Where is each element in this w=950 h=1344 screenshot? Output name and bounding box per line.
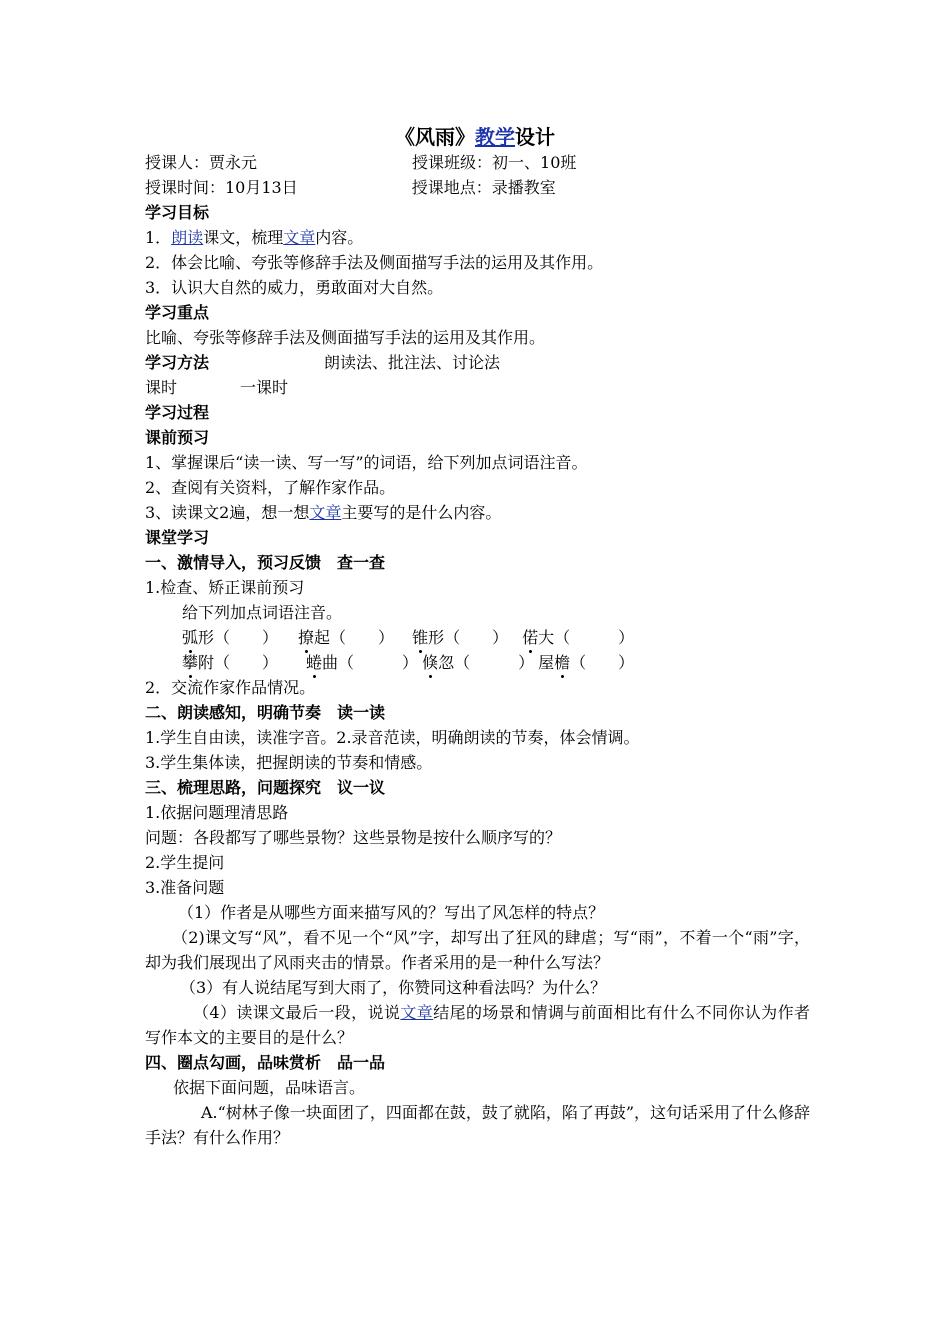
pinyin-item — [522, 628, 634, 647]
document-title — [0, 122, 950, 152]
period-row — [145, 375, 810, 400]
pinyin-blank: 形（ ） — [198, 628, 279, 647]
question-3: （3）有人说结尾写到大雨了，你赞同这种看法吗？为什么？ — [180, 978, 607, 997]
section-4-line-1: 依据下面问题，品味语言。 — [173, 1078, 366, 1097]
pinyin-item — [182, 628, 278, 647]
classroom-heading: 课堂学习 — [145, 528, 210, 547]
pinyin-blank: 附（ ） — [198, 653, 279, 672]
section-3-line-1: 1.依据问题理清思路 — [145, 803, 289, 822]
section-1-line-1: 1.检查、矫正课前预习 — [145, 578, 305, 597]
dotted-char: 檐 — [554, 650, 570, 675]
preview-3-prefix: 3、读课文2遍，想一想 — [145, 503, 310, 522]
method-heading: 学习方法 — [145, 353, 210, 372]
question-4 — [145, 1000, 810, 1050]
dotted-char: 蜷 — [306, 650, 322, 675]
dotted-char: 攀 — [182, 650, 198, 675]
question-2: （2)课文写“风”，看不见一个“风”字，却写出了狂风的肆虐；写“雨”，不着一个“雨”字，却为我们展现出了风雨夹击的情景。作者采用的是一种什么写法？ — [145, 928, 810, 972]
goals-heading: 学习目标 — [145, 203, 210, 222]
method-text: 朗读法、批注法、讨论法 — [324, 353, 501, 372]
period-label: 课时 — [145, 378, 178, 397]
preview-heading: 课前预习 — [145, 428, 210, 447]
section-3-line-2: 问题：各段都写了哪些景物？这些景物是按什么顺序写的？ — [145, 828, 562, 847]
preview-3 — [145, 500, 810, 525]
goal-1-mid: 课文，梳理 — [203, 228, 284, 247]
info-row-1 — [145, 150, 810, 175]
pinyin-blank: 形（ ） — [428, 628, 509, 647]
link-reading-aloud[interactable]: 朗读 — [171, 228, 204, 247]
preview-1: 1、掌握课后“读一读、写一写”的词语，给下列加点词语注音。 — [145, 453, 588, 472]
section-4-heading: 四、圈点勾画，品味赏析 品一品 — [145, 1053, 386, 1072]
pinyin-blank: 起（ ） — [314, 628, 395, 647]
section-2-heading: 二、朗读感知，明确节奏 读一读 — [145, 703, 386, 722]
pinyin-item — [182, 653, 278, 672]
info-row-2 — [145, 175, 810, 200]
question-1: （1）作者是从哪些方面来描写风的？写出了风怎样的特点？ — [178, 903, 605, 922]
dotted-char: 撩 — [298, 625, 314, 650]
pinyin-blank: 忽（ ） — [438, 653, 535, 672]
link-article-2[interactable]: 文章 — [309, 503, 342, 522]
pinyin-item — [412, 628, 508, 647]
section-3-heading: 三、梳理思路，问题探究 议一议 — [145, 778, 386, 797]
title-suffix: 设计 — [515, 125, 555, 149]
dotted-char: 锥 — [412, 625, 428, 650]
title-text: 《风雨》 — [395, 125, 475, 149]
goal-3: 3．认识大自然的威力，勇敢面对大自然。 — [145, 278, 444, 297]
link-article[interactable]: 文章 — [283, 228, 316, 247]
question-4-prefix: （4）读课文最后一段，说说 — [193, 1003, 401, 1022]
method-row — [145, 350, 810, 375]
preview-2: 2、查阅有关资料，了解作家作品。 — [145, 478, 396, 497]
title-link-teaching[interactable]: 教学 — [475, 125, 515, 149]
pinyin-item — [422, 653, 534, 672]
section-1-line-2: 给下列加点词语注音。 — [182, 603, 343, 622]
section-2-line-1: 1.学生自由读，读准字音。2.录音范读，明确朗读的节奏，体会情调。 — [145, 728, 640, 747]
section-1-heading: 一、激情导入，预习反馈 查一查 — [145, 553, 386, 572]
goal-1-suffix: 内容。 — [315, 228, 364, 247]
dotted-char: 弧 — [182, 625, 198, 650]
section-1-line-3: 2．交流作家作品情况。 — [145, 678, 316, 697]
time-info: 授课时间：10月13日 — [145, 178, 298, 197]
pinyin-blank: 大（ ） — [538, 628, 635, 647]
document-body — [145, 150, 810, 1150]
goal-1-prefix: 1． — [145, 228, 172, 247]
section-4-line-2: A.“树林子像一块面团了，四面都在鼓，鼓了就陷，陷了再鼓”，这句话采用了什么修辞手法？有什么作用？ — [145, 1103, 811, 1147]
pinyin-row-2 — [145, 650, 810, 675]
plain-char: 屋 — [538, 653, 555, 672]
preview-3-suffix: 主要写的是什么内容。 — [341, 503, 502, 522]
focus-text: 比喻、夸张等修辞手法及侧面描写手法的运用及其作用。 — [145, 328, 546, 347]
pinyin-item — [298, 628, 394, 647]
dotted-char: 偌 — [522, 625, 538, 650]
section-2-line-2: 3.学生集体读，把握朗读的节奏和情感。 — [145, 753, 433, 772]
goal-1 — [145, 225, 810, 250]
pinyin-blank: （ ） — [570, 653, 635, 672]
section-3-line-4: 3.准备问题 — [145, 878, 225, 897]
pinyin-row-1 — [145, 625, 810, 650]
link-article-3[interactable]: 文章 — [400, 1003, 434, 1022]
pinyin-item — [306, 653, 418, 672]
section-3-line-3: 2.学生提问 — [145, 853, 225, 872]
pinyin-item — [538, 653, 634, 672]
teacher-info: 授课人：贾永元 — [145, 153, 258, 172]
place-info: 授课地点：录播教室 — [411, 178, 556, 197]
class-info: 授课班级：初一、10班 — [412, 153, 577, 172]
question-4-suffix: 结尾的场景和情调与前面相比有什么不同你认为作者写作本文的主要目的是什么？ — [145, 1003, 810, 1047]
period-value: 一课时 — [240, 378, 289, 397]
pinyin-blank: 曲（ ） — [322, 653, 419, 672]
focus-heading: 学习重点 — [145, 303, 210, 322]
dotted-char: 倏 — [422, 650, 438, 675]
process-heading: 学习过程 — [145, 403, 210, 422]
goal-2: 2．体会比喻、夸张等修辞手法及侧面描写手法的运用及其作用。 — [145, 253, 604, 272]
